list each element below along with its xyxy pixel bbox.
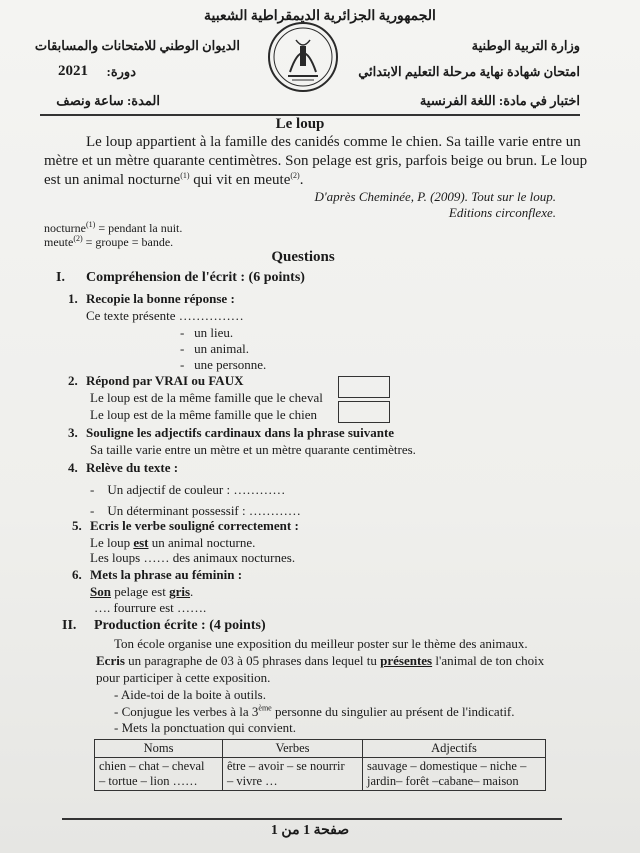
q2-number: 2. xyxy=(68,373,78,388)
table-header-verbes: Verbes xyxy=(223,740,363,758)
q5-line-1c: un animal nocturne. xyxy=(148,535,256,550)
q4-title: Relève du texte : xyxy=(86,460,179,475)
session-label: دورة: xyxy=(106,64,136,79)
production-word-ecris: Ecris xyxy=(96,653,125,668)
table-cell-adjectifs xyxy=(363,758,546,791)
q1-option-3-text: une personne. xyxy=(194,357,267,372)
table-adj-line-1: sauvage – domestique – niche – xyxy=(367,759,527,773)
table-noms-line-2: – tortue – lion …… xyxy=(99,774,198,788)
q1-option-1 xyxy=(180,325,233,341)
q5-title: Ecris le verbe souligné correctement : xyxy=(90,518,299,533)
production-tip-2 xyxy=(114,704,515,720)
q3-title: Souligne les adjectifs cardinaux dans la phrase suivante xyxy=(86,425,395,440)
q1-dash-2: - xyxy=(180,341,185,356)
production-tip-3: - Mets la ponctuation qui convient. xyxy=(114,720,296,735)
gloss-word-2: meute xyxy=(44,235,74,249)
footnote-mark-1: (1) xyxy=(180,171,190,180)
ministry-label: وزارة التربية الوطنية xyxy=(471,38,580,53)
production-line-3: pour participer à cette exposition. xyxy=(96,670,271,685)
q3-number: 3. xyxy=(68,425,78,440)
text-line-3 xyxy=(44,172,303,189)
table-row xyxy=(95,758,546,791)
section-2-number: II. xyxy=(62,618,77,633)
q5-line-2: Les loups …… des animaux nocturnes. xyxy=(90,550,296,565)
q4-item-a-text: Un adjectif de couleur : ………… xyxy=(107,482,286,497)
q6-line-1 xyxy=(90,584,193,600)
exam-label: امتحان شهادة نهاية مرحلة التعليم الابتدائي xyxy=(358,64,580,79)
q4-number: 4. xyxy=(68,460,78,475)
q4-item-b xyxy=(90,503,301,519)
questions-title: Questions xyxy=(271,249,335,265)
section-2-title: Production écrite : (4 points) xyxy=(94,618,266,633)
q6-number: 6. xyxy=(72,567,82,582)
duration-label: المدة: ساعة ونصف xyxy=(56,93,160,108)
q2-title: Répond par VRAI ou FAUX xyxy=(86,373,244,388)
table-verbes-line-2: – vivre … xyxy=(227,774,278,788)
session-year: 2021 xyxy=(58,63,88,79)
text-title: Le loup xyxy=(275,116,325,132)
section-1-number: I. xyxy=(56,270,65,285)
q6-line-1d: . xyxy=(190,584,194,599)
production-line-1: Ton école organise une exposition du meilleur poster sur le thème des animaux. xyxy=(114,636,528,651)
subject-label: اختبار في مادة: اللغة الفرنسية xyxy=(419,93,580,108)
table-adj-line-2: jardin– forêt –cabane– maison xyxy=(367,774,519,788)
table-noms-line-1: chien – chat – cheval xyxy=(99,759,205,773)
q1-option-2-text: un animal. xyxy=(194,341,249,356)
q4-dash-a: - xyxy=(90,482,95,497)
q5-number: 5. xyxy=(72,518,82,533)
q1-title: Recopie la bonne réponse : xyxy=(86,291,235,306)
table-header-noms: Noms xyxy=(95,740,223,758)
gloss-mark-2: (2) xyxy=(73,234,83,243)
table-header-adjectifs: Adjectifs xyxy=(363,740,546,758)
text-line-3b: qui vit en meute xyxy=(189,172,291,188)
q4-dash-b: - xyxy=(90,503,95,518)
q2-answer-box-1[interactable] xyxy=(338,376,390,398)
q4-item-a xyxy=(90,482,285,498)
q6-word-son: Son xyxy=(90,584,111,599)
text-line-2: mètre et un mètre quarante centimètres. Son pelage est gris, parfois beige ou brun. Le loup xyxy=(44,153,588,169)
q6-line-1b: pelage est xyxy=(110,584,170,599)
q1-dash-1: - xyxy=(180,325,185,340)
q4-item-b-text: Un déterminant possessif : ………… xyxy=(107,503,301,518)
gloss-mark-1: (1) xyxy=(85,220,96,229)
text-line-1: Le loup appartient à la famille des canidés comme le chien. Sa taille varie entre un xyxy=(86,134,581,150)
q1-option-1-text: un lieu. xyxy=(194,325,234,340)
q2-statement-1: Le loup est de la même famille que le cheval xyxy=(90,390,323,405)
q1-number: 1. xyxy=(68,291,78,306)
production-line-2 xyxy=(96,653,544,669)
production-line-2b: un paragraphe de 03 à 05 phrases dans lequel tu xyxy=(124,653,381,668)
production-tip-2a: - Conjugue les verbes à la 3 xyxy=(114,704,259,719)
section-1-title: Compréhension de l'écrit : (6 points) xyxy=(86,270,305,285)
production-word-presentes: présentes xyxy=(380,653,433,668)
gloss-def-2: = groupe = bande. xyxy=(82,235,174,249)
table-cell-verbes xyxy=(223,758,363,791)
q6-word-gris: gris xyxy=(169,584,191,599)
republic-title: الجمهورية الجزائرية الديمقراطية الشعبية xyxy=(204,9,436,24)
text-source: D'après Cheminée, P. (2009). Tout sur le loup. xyxy=(314,189,556,204)
production-tip-2-sup: ème xyxy=(258,703,272,713)
gloss-def-1: = pendant la nuit. xyxy=(95,221,183,235)
q1-stem: Ce texte présente …………… xyxy=(86,308,244,323)
q2-answer-box-2[interactable] xyxy=(338,401,390,423)
table-verbes-line-1: être – avoir – se nourrir xyxy=(227,759,345,773)
q1-option-3 xyxy=(180,357,266,373)
footer-divider xyxy=(62,818,562,820)
production-line-2d: l'animal de ton choix xyxy=(432,653,545,668)
gloss-meute xyxy=(44,235,173,250)
table-header-row xyxy=(95,740,546,758)
q6-line-2: …. fourrure est ……. xyxy=(94,600,207,615)
q6-title: Mets la phrase au féminin : xyxy=(90,567,243,582)
q3-sentence: Sa taille varie entre un mètre et un mètre quarante centimètres. xyxy=(90,442,416,457)
footnote-mark-2: (2) xyxy=(290,171,300,180)
q5-line-1 xyxy=(90,535,255,551)
page-number: صفحة 1 من 1 xyxy=(270,823,350,838)
table-cell-noms xyxy=(95,758,223,791)
q2-statement-2: Le loup est de la même famille que le chien xyxy=(90,407,318,422)
q5-underlined-verb: est xyxy=(133,535,149,550)
q5-line-1a: Le loup xyxy=(90,535,134,550)
q1-option-2 xyxy=(180,341,249,357)
text-publisher: Editions circonflexe. xyxy=(448,205,556,220)
text-line-3a: est un animal nocturne xyxy=(44,172,181,188)
gloss-nocturne xyxy=(44,221,182,236)
gloss-word-1: nocturne xyxy=(44,221,86,235)
q1-dash-3: - xyxy=(180,357,185,372)
production-tip-1: - Aide-toi de la boite à outils. xyxy=(114,687,266,702)
national-emblem-icon xyxy=(266,20,340,94)
office-label: الديوان الوطني للامتحانات والمسابقات xyxy=(34,38,240,53)
text-line-3c: . xyxy=(299,172,304,188)
toolbox-table xyxy=(94,739,546,791)
production-tip-2b: personne du singulier au présent de l'indicatif. xyxy=(271,704,515,719)
